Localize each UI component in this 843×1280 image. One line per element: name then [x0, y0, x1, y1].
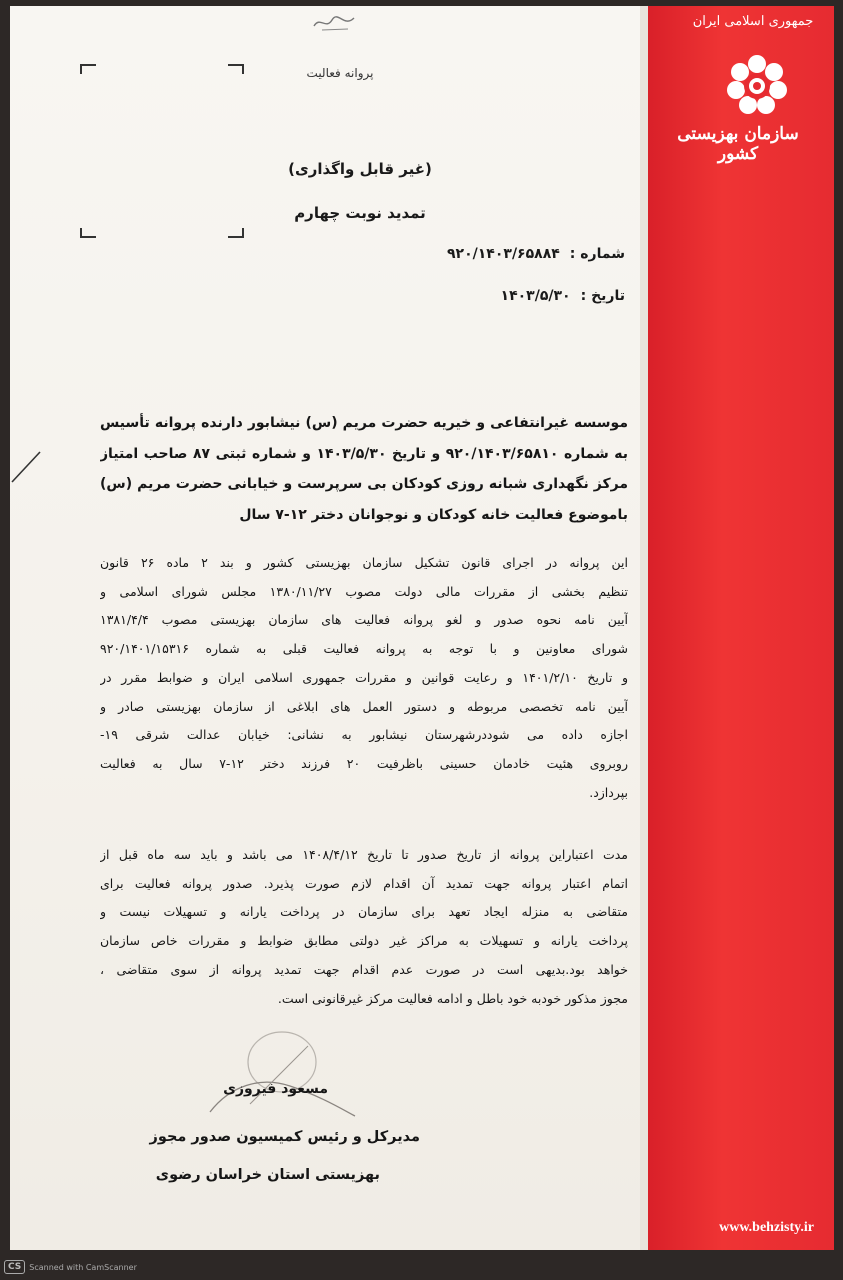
behzisty-flower-logo-icon	[724, 52, 790, 118]
date-row	[435, 288, 625, 304]
license-line: روبروی هئیت خادمان حسینی باظرفیت ۲۰ فرزند دختر ۱۲-۷ سال به فعالیت	[100, 755, 628, 771]
validity-line: پرداخت یارانه و تسهیلات به مراکز غیر دولتی مطابق ضوابط و مقررات خاص سازمان	[100, 933, 628, 949]
republic-label: جمهوری اسلامی ایران	[692, 14, 814, 29]
license-line: شورای معاونین و با توجه به پروانه فعالیت قبلی به شماره ۹۲۰/۱۴۰۱/۱۵۳۱۶	[100, 641, 628, 657]
intro-paragraph	[100, 408, 628, 530]
renewal-heading: تمدید نوبت چهارم	[294, 204, 426, 222]
date-label: تاریخ :	[580, 288, 625, 304]
org-name: سازمان بهزیستی کشور	[677, 124, 799, 164]
intro-line: به شماره ۹۲۰/۱۴۰۳/۶۵۸۱۰ و تاریخ ۱۴۰۳/۵/۳۰ و شماره ثبتی ۸۷ صاحب امتیاز	[100, 445, 628, 462]
license-line: و تاریخ ۱۴۰۱/۲/۱۰ و رعایت قوانین و مقررات جمهوری اسلامی ایران و ضوابط مقرر در	[100, 669, 628, 685]
license-line: آیین نامه نحوه صدور و لغو پروانه فعالیت های سازمان بهزیستی مصوب ۱۳۸۱/۴/۴	[100, 612, 628, 628]
frame-corner-bottom-left	[80, 228, 96, 238]
license-line: اجازه داده می شوددرشهرستان نیشابور به نشانی: خیابان عدالت شرقی ۱۹-	[100, 727, 628, 743]
non-transferable-heading: (غیر قابل واگذاری)	[288, 160, 432, 178]
validity-line: مدت اعتباراین پروانه از تاریخ صدور تا تاریخ ۱۴۰۸/۴/۱۲ می باشد و باید سه ماه قبل از	[100, 847, 628, 862]
scanner-text: Scanned with CamScanner	[29, 1262, 137, 1272]
signatory-title: مدیرکل و رئیس کمیسیون صدور مجوز	[149, 1129, 420, 1145]
intro-line: باموضوع فعالیت خانه کودکان و نوجوانان دختر ۱۲-۷ سال	[239, 506, 628, 523]
frame-corner-bottom-right	[228, 228, 244, 238]
date-value: ۱۴۰۳/۵/۳۰	[500, 288, 571, 304]
license-paragraph	[100, 549, 628, 807]
camscanner-icon: CS	[4, 1260, 25, 1274]
signatory-province: بهزیستی استان خراسان رضوی	[155, 1167, 380, 1183]
website-url: www.behzisty.ir	[719, 1220, 814, 1235]
document-body	[10, 6, 640, 1250]
validity-line: خواهد بود.بدیهی است در صورت عدم اقدام جهت تمدید پروانه از سوی متقاضی ،	[100, 961, 628, 977]
official-stamp	[190, 1016, 360, 1126]
red-sidebar	[648, 6, 834, 1250]
validity-paragraph	[100, 841, 628, 1013]
license-line: این پروانه در اجرای قانون تشکیل سازمان بهزیستی کشور و بند ۲ ماده ۲۶ قانون	[100, 555, 628, 570]
signatory-name: مسعود فیروزی	[223, 1081, 328, 1097]
license-type-label: پروانه فعالیت	[306, 66, 374, 80]
number-label: شماره :	[569, 246, 625, 262]
intro-line: موسسه غیرانتفاعی و خیریه حضرت مریم (س) نیشابور دارنده پروانه تأسیس	[100, 415, 628, 431]
frame-corner-top-right	[228, 64, 244, 74]
license-line: آیین نامه تخصصی مربوطه و دستور العمل های ابلاغی از سازمان بهزیستی صادر و	[100, 698, 628, 714]
frame-corner-top-left	[80, 64, 96, 74]
validity-line: متقاضی به منزله ایجاد تعهد برای سازمان در پرداخت یارانه و تسهیلات نیست و	[100, 904, 628, 920]
scanner-watermark	[4, 1260, 137, 1274]
license-line: تنظیم بخشی از مقررات مالی دولت مصوب ۱۳۸۰/۱۱/۲۷ مجلس شورای اسلامی و	[100, 583, 628, 599]
number-row	[435, 246, 625, 262]
top-signature-mark	[310, 12, 360, 34]
margin-pen-mark	[10, 446, 46, 486]
intro-line: مرکز نگهداری شبانه روزی کودکان بی سرپرست و خیابانی حضرت مریم (س)	[100, 476, 628, 492]
validity-line: مجوز مذکور خودبه خود باطل و ادامه فعالیت مرکز غیرقانونی است.	[277, 990, 628, 1006]
validity-line: اتمام اعتبار پروانه جهت تمدید آن اقدام لازم صورت پذیرد. صدور پروانه فعالیت برای	[100, 875, 628, 891]
stripe-divider	[640, 6, 648, 1250]
number-value: ۹۲۰/۱۴۰۳/۶۵۸۸۴	[447, 246, 560, 262]
document-page	[10, 6, 834, 1250]
license-line: بپردازد.	[589, 784, 628, 800]
